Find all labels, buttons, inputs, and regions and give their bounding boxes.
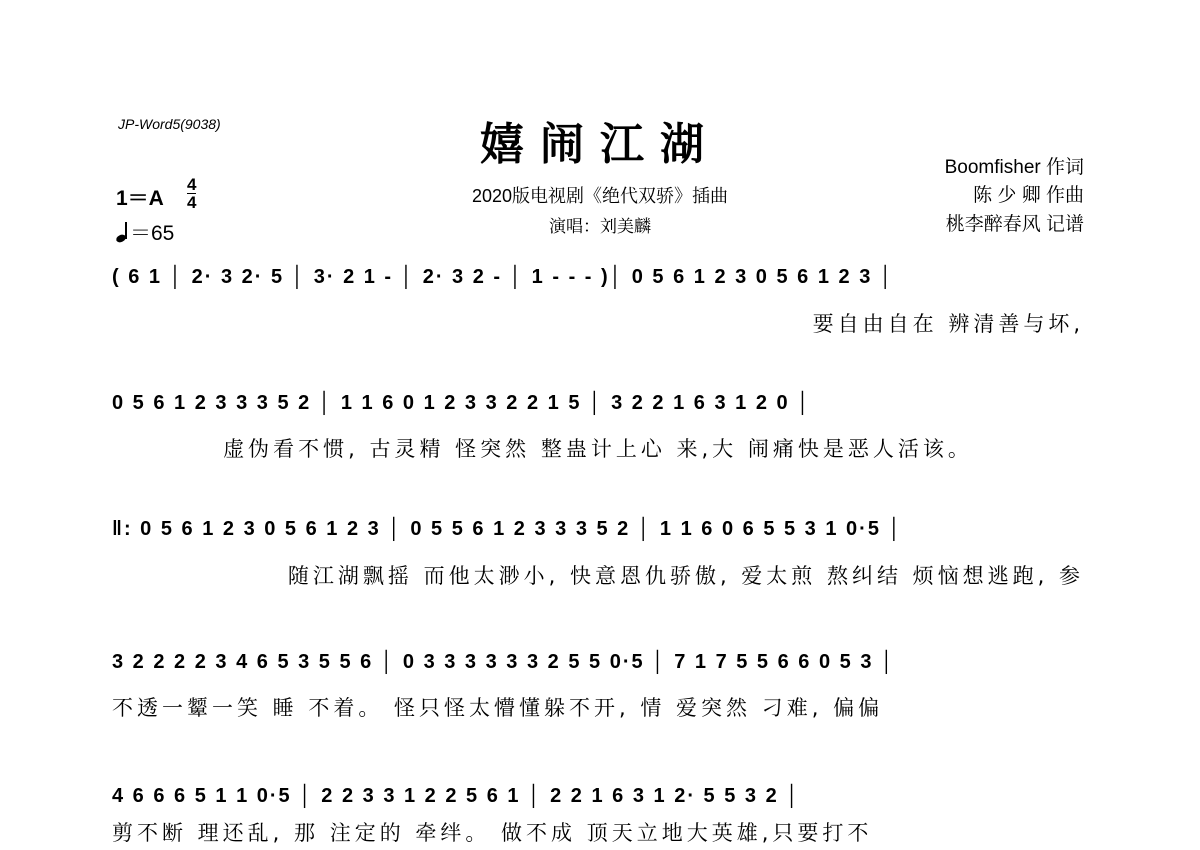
tempo-value: ＝65	[130, 222, 175, 245]
lyric-line-2: 虚伪看不惯, 古灵精 怪突然 整蛊计上心 来,大 闹痛快是恶人活该。	[223, 437, 973, 461]
software-label: JP-Word5(9038)	[118, 116, 221, 132]
transcriber-credit: 桃李醉春风 记谱	[945, 214, 1084, 235]
notation-line-3: ‖: 0 5 6 1 2 3 0 5 6 1 2 3 │ 0 5 5 6 1 2 3 3 3 5 2 │ 1 1 6 0 6 5 5 3 1 0·5 │	[112, 518, 903, 540]
lyric-line-5: 剪不断 理还乱, 那 注定的 牵绊。 做不成 顶天立地大英雄,只要打不	[112, 821, 873, 845]
notation-line-4: 3 2 2 2 2 3 4 6 5 3 5 5 6 │ 0 3 3 3 3 3 3 2 5 5 0·5 │ 7 1 7 5 5 6 6 0 5 3 │	[112, 651, 896, 673]
composer-credit: 陈 少 卿 作曲	[973, 185, 1084, 206]
lyric-line-3: 随江湖飘摇 而他太渺小, 快意恩仇骄傲, 爱太煎 熬纠结 烦恼想逃跑, 参	[287, 564, 1084, 588]
notation-line-5: 4 6 6 6 5 1 1 0·5 │ 2 2 3 3 1 2 2 5 6 1 │ 2 2 1 6 3 1 2· 5 5 3 2 │	[112, 785, 801, 807]
singer-credit: 演唱：刘美麟	[549, 217, 651, 236]
time-signature-denominator: 4	[187, 193, 197, 212]
tempo-marking	[116, 217, 174, 247]
time-signature	[187, 176, 196, 211]
song-subtitle: 2020版电视剧《绝代双骄》插曲	[471, 186, 729, 206]
notation-line-2: 0 5 6 1 2 3 3 3 5 2 │ 1 1 6 0 1 2 3 3 2 2 1 5 │ 3 2 2 1 6 3 1 2 0 │	[112, 392, 812, 414]
lyricist-credit: Boomfisher 作词	[944, 157, 1084, 178]
quarter-note-icon	[116, 222, 130, 242]
lyric-line-1: 要自由自在 辨清善与坏,	[812, 312, 1084, 336]
song-title: 嬉闹江湖	[480, 119, 720, 170]
key-signature: 1＝A	[116, 187, 164, 210]
notation-line-1: ( 6 1 │ 2· 3 2· 5 │ 3· 2 1 - │ 2· 3 2 - │ 1 - - - )│ 0 5 6 1 2 3 0 5 6 1 2 3 │	[112, 266, 895, 288]
time-signature-numerator: 4	[187, 175, 197, 194]
lyric-line-4: 不透一颦一笑 睡 不着。 怪只怪太懵懂躲不开, 情 爱突然 刁难, 偏偏	[112, 696, 884, 720]
